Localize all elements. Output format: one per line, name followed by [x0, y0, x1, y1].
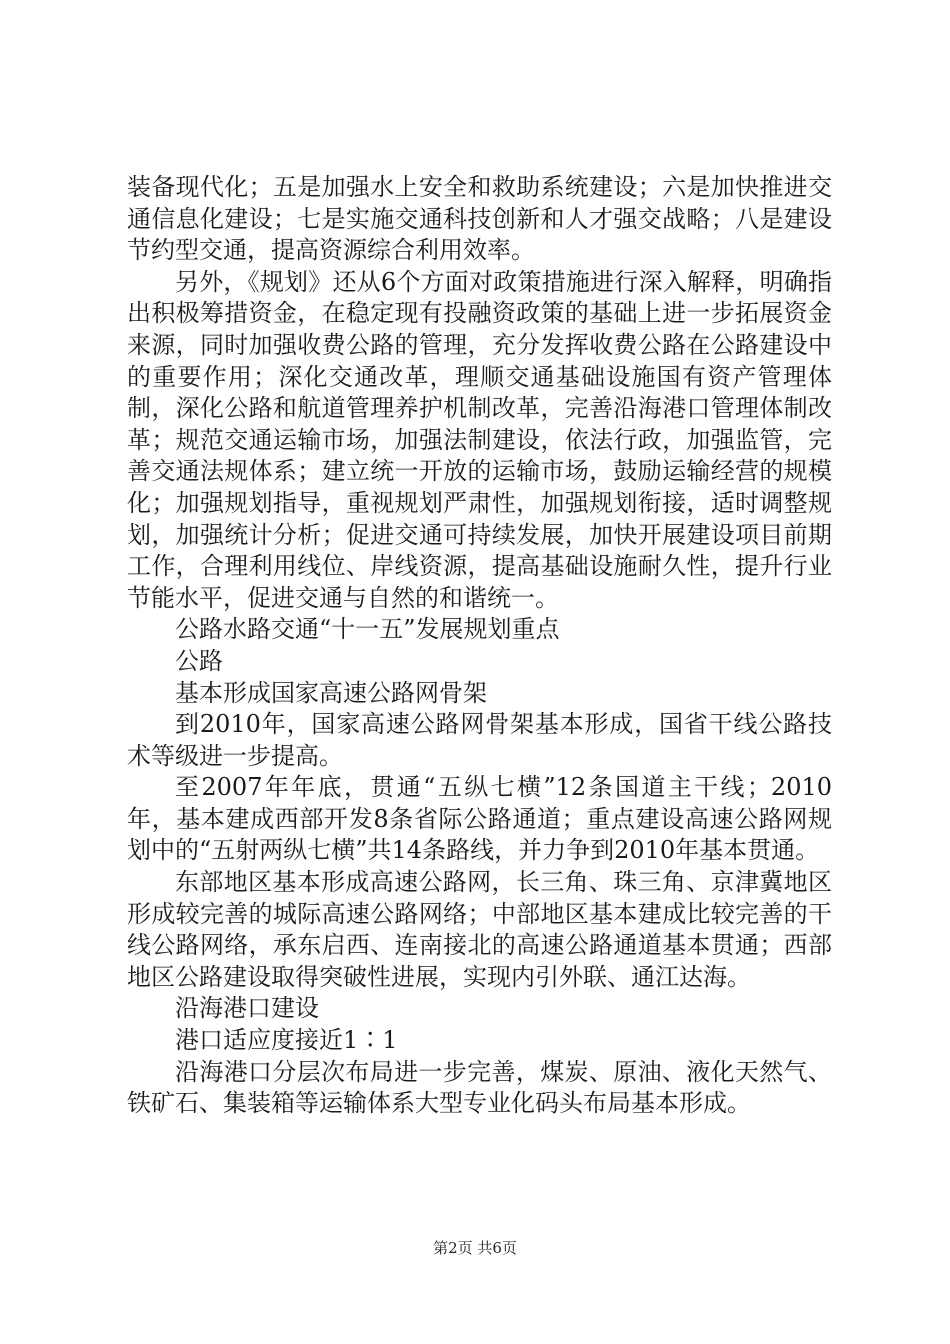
paragraph-continued: 装备现代化；五是加强水上安全和救助系统建设；六是加快推进交通信息化建设；七是实施交通科技创新和人才强交战略；八是建设节约型交通，提高资源综合利用效率。: [127, 173, 832, 265]
section-heading-plan-focus: 公路水路交通“十一五”发展规划重点: [175, 615, 560, 644]
paragraph-2010-goal: 到2010年，国家高速公路网骨架基本形成，国省干线公路技术等级进一步提高。: [127, 710, 832, 770]
section-heading-coastal-ports: 沿海港口建设: [175, 994, 319, 1023]
section-heading-highway: 公路: [175, 646, 223, 675]
paragraph-policy-measures: 另外，《规划》还从6个方面对政策措施进行深入解释，明确指出积极筹措资金，在稳定现有投融资政策的基础上进一步拓展资金来源，同时加强收费公路的管理，充分发挥收费公路在公路建设中的重要作用；深化交通改革，理顺交通基础设施国有资产管理体制，深化公路和航道管理养护机制改革，完善沿海港口管理体制改革；规范交通运输市场，加强法制建设，依法行政，加强监管，完善交通法规体系；建立统一开放的运输市场，鼓励运输经营的规模化；加强规划指导，重视规划严肃性，加强规划衔接，适时调整规划，加强统计分析；促进交通可持续发展，加快开展建设项目前期工作，合理利用线位、岸线资源，提高基础设施耐久性，提升行业节能水平，促进交通与自然的和谐统一。: [127, 267, 832, 612]
paragraph-regional-networks: 东部地区基本形成高速公路网，长三角、珠三角、京津冀地区形成较完善的城际高速公路网络；中部地区基本建成比较完善的干线公路网络，承东启西、连南接北的高速公路通道基本贯通；西部地区公路建设取得突破性进展，实现内引外联、通江达海。: [127, 868, 832, 991]
subheading-expressway-skeleton: 基本形成国家高速公路网骨架: [175, 678, 487, 707]
document-body: [127, 172, 832, 1120]
subheading-port-adaptability: 港口适应度接近1∶1: [175, 1026, 398, 1055]
paragraph-2007-milestones: 至2007年年底，贯通“五纵七横”12条国道主干线；2010年，基本建成西部开发8条省际公路通道；重点建设高速公路网规划中的“五射两纵七横”共14条路线，并力争到2010年基本贯通。: [127, 773, 832, 865]
paragraph-port-layout: 沿海港口分层次布局进一步完善，煤炭、原油、液化天然气、铁矿石、集装箱等运输体系大型专业化码头布局基本形成。: [127, 1057, 832, 1118]
page-number-footer: 第2页 共6页: [433, 1239, 517, 1257]
